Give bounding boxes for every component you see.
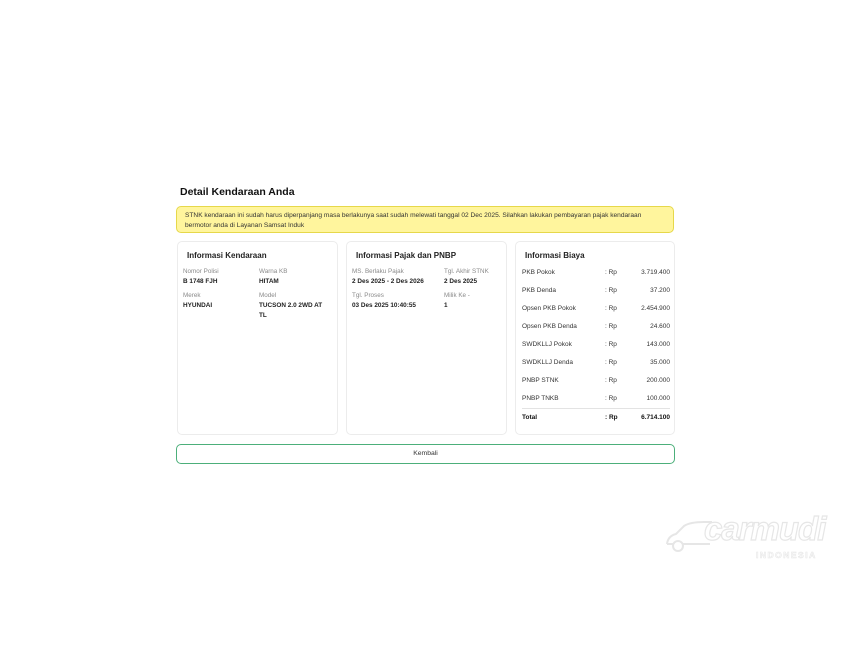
fee-currency: : Rp [605,359,617,366]
fee-label: SWDKLLJ Pokok [522,341,572,348]
fee-row [522,377,670,387]
fee-currency: : Rp [605,341,617,348]
tax-info-title: Informasi Pajak dan PNBP [356,251,457,260]
watermark-brand: carmudi [704,510,826,547]
fee-currency: : Rp [605,287,617,294]
nomor-polisi-value: B 1748 FJH [183,278,218,285]
merek-value: HYUNDAI [183,302,213,309]
watermark-sub: INDONESIA [756,550,817,560]
fee-label: Opsen PKB Denda [522,323,577,330]
ms-berlaku-label: MS. Berlaku Pajak [352,268,404,275]
fee-value: 3.719.400 [641,269,670,276]
tgl-proses-label: Tgl. Proses [352,292,384,299]
fee-currency: : Rp [605,395,617,402]
merek-label: Merek [183,292,201,299]
fee-value: 2.454.900 [641,305,670,312]
fee-row [522,323,670,333]
fee-currency: : Rp [605,323,617,330]
fee-value: 37.200 [650,287,670,294]
fee-row [522,269,670,279]
fee-divider [522,408,670,409]
fee-value: 143.000 [646,341,670,348]
fee-value: 35.000 [650,359,670,366]
milik-ke-label: Milik Ke - [444,292,470,299]
stnk-expiry-alert: STNK kendaraan ini sudah harus diperpanjang masa berlakunya saat sudah melewati tanggal 02 Dec 2025. Silahkan lakukan pembayaran pajak kendaraan bermotor anda di Layanan Samsat Induk [176,206,674,233]
fee-row [522,341,670,351]
warna-kb-label: Warna KB [259,268,288,275]
fee-row [522,287,670,297]
fee-currency: : Rp [605,377,617,384]
fee-currency: : Rp [605,305,617,312]
fee-currency: : Rp [605,414,618,421]
fee-info-card [515,241,675,435]
fee-row [522,395,670,405]
milik-ke-value: 1 [444,302,448,309]
fee-label: Opsen PKB Pokok [522,305,576,312]
model-value: TUCSON 2.0 2WD AT TL [259,302,323,319]
carmudi-watermark [664,512,842,562]
fee-currency: : Rp [605,269,617,276]
ms-berlaku-value: 2 Des 2025 - 2 Des 2026 [352,278,424,285]
vehicle-info-card [177,241,338,435]
tgl-akhir-stnk-label: Tgl. Akhir STNK [444,268,489,275]
fee-label: SWDKLLJ Denda [522,359,573,366]
fee-row [522,359,670,369]
fee-label: PNBP STNK [522,377,559,384]
page-title: Detail Kendaraan Anda [180,186,295,198]
fee-value: 200.000 [646,377,670,384]
tax-info-card [346,241,507,435]
warna-kb-value: HITAM [259,278,279,285]
fee-label: PKB Pokok [522,269,555,276]
fee-value: 24.600 [650,323,670,330]
fee-label: PKB Denda [522,287,556,294]
back-button[interactable]: Kembali [176,444,675,464]
fee-total-value: 6.714.100 [641,414,670,421]
fee-row [522,305,670,315]
fee-value: 100.000 [646,395,670,402]
nomor-polisi-label: Nomor Polisi [183,268,219,275]
vehicle-info-title: Informasi Kendaraan [187,251,267,260]
fee-total-label: Total [522,414,538,421]
model-label: Model [259,292,277,299]
fee-total-row [522,414,670,424]
fee-info-title: Informasi Biaya [525,251,585,260]
tgl-proses-value: 03 Des 2025 10:40:55 [352,302,416,309]
tgl-akhir-stnk-value: 2 Des 2025 [444,278,478,285]
fee-label: PNBP TNKB [522,395,559,402]
